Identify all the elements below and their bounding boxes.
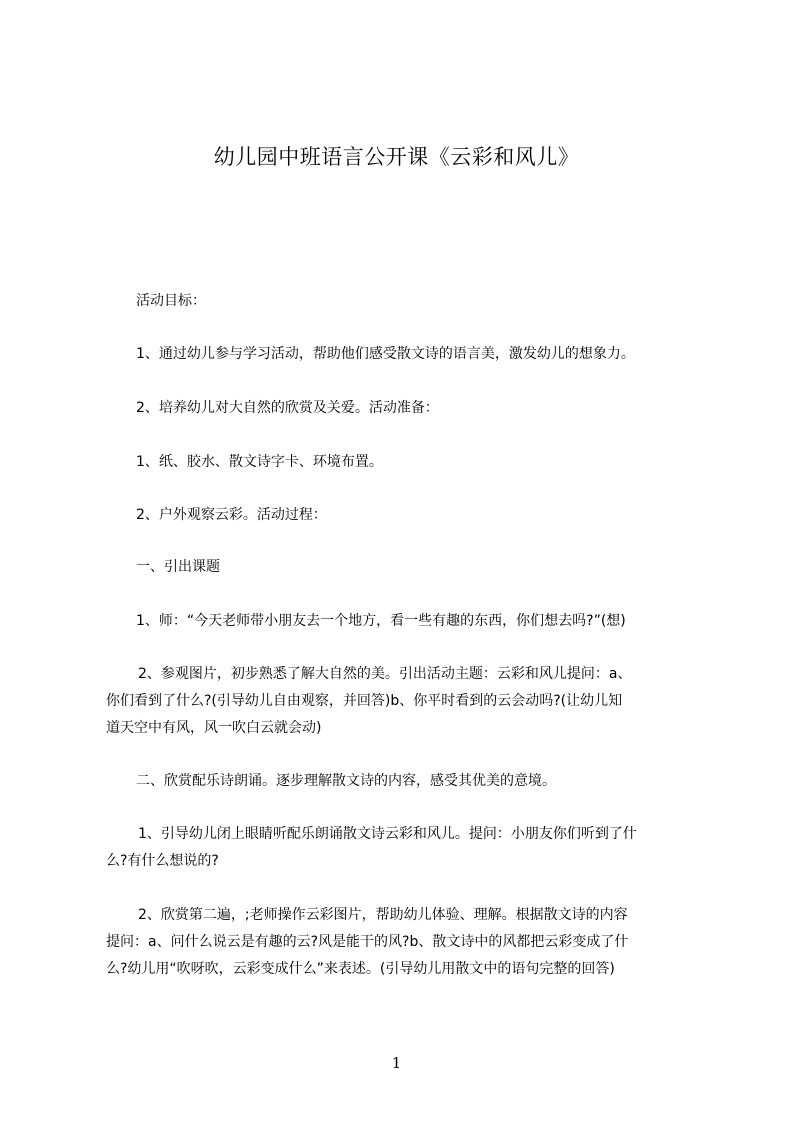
text-line: 1、纸、胶水、散文诗字卡、环境布置。: [136, 454, 383, 470]
text-line: 你们看到了什么?(引导幼儿自由观察，并回答)b、你平时看到的云会动吗?(让幼儿知: [106, 693, 623, 709]
document-title: 幼儿园中班语言公开课《云彩和风儿》: [213, 145, 580, 169]
paragraph-objectives-heading: [136, 288, 736, 315]
text-line: 一、引出课题: [136, 559, 220, 575]
paragraph-section-2-heading: [136, 768, 736, 795]
paragraph-step-3: [106, 821, 706, 875]
text-line: 2、户外观察云彩。活动过程：: [136, 507, 327, 523]
text-line: 2、参观图片，初步熟悉了解大自然的美。引出活动主题：云彩和风儿提问：a、: [138, 666, 632, 682]
text-line: 么?有什么想说的?: [106, 853, 219, 869]
text-line: 1、师：“今天老师带小朋友去一个地方，看一些有趣的东西，你们想去吗?”(想): [136, 613, 626, 629]
page-number: 1: [391, 1054, 402, 1072]
text-line: 提问：a、问什么说云是有趣的云?风是能干的风?b、散文诗中的风都把云彩变成了什: [106, 934, 629, 950]
text-line: 2、培养幼儿对大自然的欣赏及关爱。活动准备：: [136, 400, 439, 416]
paragraph-objective-1: [136, 341, 736, 368]
text-line: 道天空中有风，风一吹白云就会动): [106, 720, 322, 736]
text-line: 2、欣赏第二遍，;老师操作云彩图片，帮助幼儿体验、理解。根据散文诗的内容: [138, 907, 628, 923]
paragraph-prep-2: [136, 502, 736, 529]
text-line: 二、欣赏配乐诗朗诵。逐步理解散文诗的内容，感受其优美的意境。: [136, 773, 556, 789]
paragraph-section-1-heading: [136, 554, 736, 581]
text-line: 活动目标：: [136, 293, 206, 309]
paragraph-step-2: [106, 661, 706, 742]
paragraph-step-4: [106, 902, 706, 983]
text-line: 么?幼儿用“吹呀吹，云彩变成什么”来表述。(引导幼儿用散文中的语句完整的回答): [106, 961, 615, 977]
paragraph-step-1: [136, 608, 736, 635]
text-line: 1、通过幼儿参与学习活动，帮助他们感受散文诗的语言美，激发幼儿的想象力。: [136, 346, 635, 362]
text-line: 1、引导幼儿闭上眼睛听配乐朗诵散文诗云彩和风儿。提问：小朋友你们听到了什: [138, 826, 637, 842]
paragraph-prep-1: [136, 449, 736, 476]
paragraph-objective-2: [136, 395, 736, 422]
